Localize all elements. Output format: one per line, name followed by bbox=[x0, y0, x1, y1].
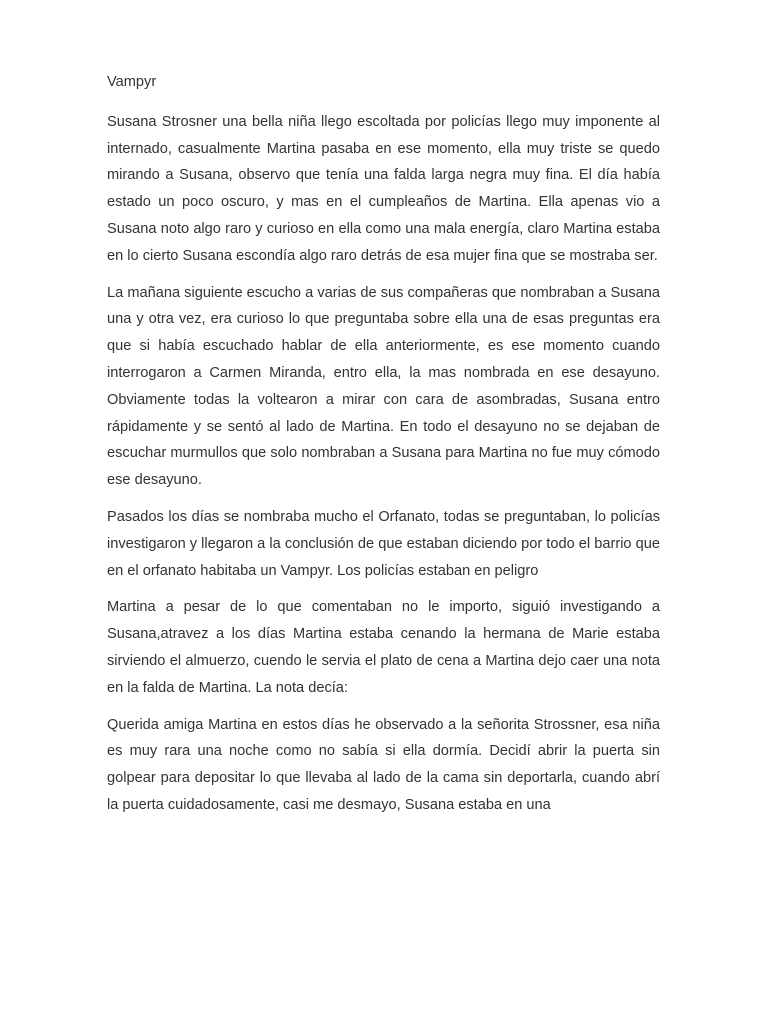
paragraph-1: Susana Strosner una bella niña llego escoltada por policías llego muy imponente al internado, casualmente Martina pasaba en ese momento, ella muy triste se quedo mirando a Susana, observo que tenía una falda larga negra muy fina. El día había estado un poco oscuro, y mas en el cumpleaños de Martina. Ella apenas vio a Susana noto algo raro y curioso en ella como una mala energía, claro Martina estaba en lo cierto Susana escondía algo raro detrás de esa mujer fina que se mostraba ser. bbox=[107, 113, 660, 264]
paragraph-4: Martina a pesar de lo que comentaban no le importo, siguió investigando a Susana,atravez a los días Martina estaba cenando la hermana de Marie estaba sirviendo el almuerzo, cuendo le servia el plato de cena a Martina dejo caer una nota en la falda de Martina. La nota decía: bbox=[107, 599, 660, 696]
paragraph-2: La mañana siguiente escucho a varias de sus compañeras que nombraban a Susana una y otra vez, era curioso lo que preguntaba sobre ella una de esas preguntas era que si había escuchado hablar de ella anteriormente, es ese momento cuando interrogaron a Carmen Miranda, entro ella, la mas nombrada en ese desayuno. Obviamente todas la voltearon a mirar con cara de asombradas, Susana entro rápidamente y se sentó al lado de Martina. En todo el desayuno no se dejaban de escuchar murmullos que solo nombraban a Susana para Martina no fue muy cómodo ese desayuno. bbox=[107, 284, 660, 489]
document-title: Vampyr bbox=[107, 74, 157, 90]
paragraph-3: Pasados los días se nombraba mucho el Orfanato, todas se preguntaban, lo policías investigaron y llegaron a la conclusión de que estaban diciendo por todo el barrio que en el orfanato habitaba un Vampyr. Los policías estaban en peligro bbox=[107, 508, 660, 579]
paragraph-5: Querida amiga Martina en estos días he observado a la señorita Strossner, esa niña es muy rara una noche como no sabía si ella dormía. Decidí abrir la puerta sin golpear para depositar lo que llevaba al lado de la cama sin deportarla, cuando abrí la puerta cuidadosamente, casi me desmayo, Susana estaba en una bbox=[107, 716, 660, 813]
document-body bbox=[107, 69, 660, 829]
